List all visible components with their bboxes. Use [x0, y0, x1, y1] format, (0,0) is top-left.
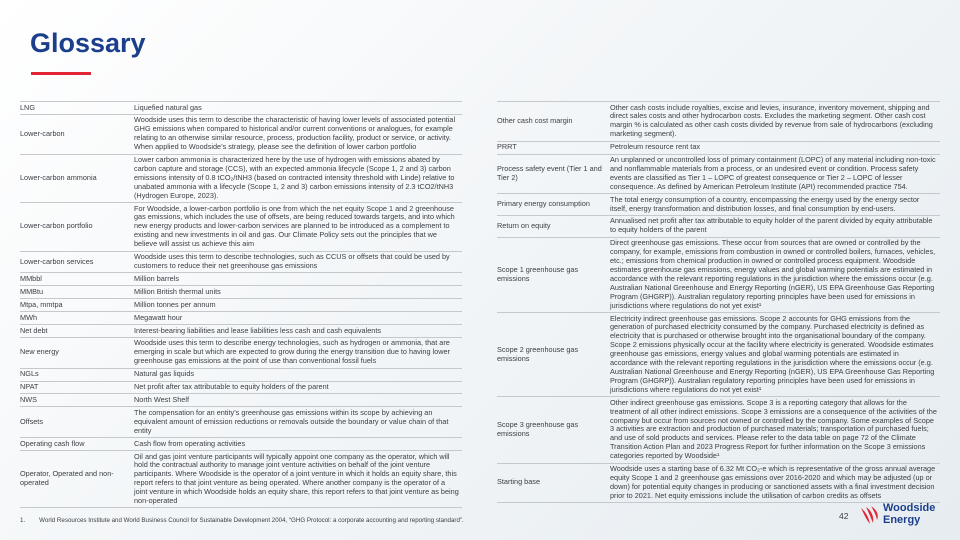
- glossary-row-npat: [20, 381, 462, 394]
- glossary-row-prrt: [497, 141, 940, 154]
- glossary-definition: Other indirect greenhouse gas emissions. Scope 3 is a reporting category that allows for the treatment of all other indirect emissions. Scope 3 emissions are a consequence of the activities of the company but occur from sources not owned or controlled by the company. Some examples of Scope 3 activities are extraction and production of purchased materials; transportation of purchased fuels; and use of sold products and services. Please refer to the data table on page 72 of the Climate Transition Action Plan and 2023 Progress Report for further information on the Scope 3 emissions categories reported by Woodside¹: [610, 397, 940, 463]
- glossary-row-mmbbl: [20, 273, 462, 286]
- glossary-term: LNG: [20, 102, 134, 115]
- title-underline: [31, 72, 91, 75]
- glossary-definition: For Woodside, a lower-carbon portfolio is one from which the net equity Scope 1 and 2 greenhouse gas emissions, which includes the use of offsets, are being reduced towards targets, and into which new energy products and lower-carbon services are planned to be introduced as a complement to existing and new investments in oil and gas. Our Climate Policy sets out the principles that we believe will assist us achieve this aim: [134, 203, 462, 252]
- glossary-row-lng: [20, 102, 462, 115]
- glossary-term: Lower-carbon services: [20, 251, 134, 273]
- glossary-definition: Lower carbon ammonia is characterized here by the use of hydrogen with emissions abated by carbon capture and storage (CCS), with an expected ammonia lifecycle (Scope 1, 2 and 3) carbon emissions intensity of 0.8 tCO₂/tNH3 (based on contracted intensity threshold with Linde) relative to unabated ammonia with a lifecycle (Scope 1, 2 and 3) carbon emissions intensity of 2.3 tCO2/tNH3 (Hydrogen Europe, 2023).: [134, 154, 462, 203]
- logo-line-2: Energy: [883, 513, 921, 526]
- glossary-term: Scope 2 greenhouse gas emissions: [497, 313, 610, 397]
- footnote: [20, 517, 464, 524]
- glossary-row-operator: [20, 451, 462, 508]
- glossary-row-scope-2: [497, 313, 940, 397]
- glossary-row-return-on-equity: [497, 215, 940, 237]
- page-number: 42: [839, 511, 849, 521]
- glossary-definition: Million tonnes per annum: [134, 299, 462, 312]
- glossary-definition: Megawatt hour: [134, 312, 462, 325]
- glossary-row-lower-carbon-services: [20, 251, 462, 273]
- glossary-term: Return on equity: [497, 215, 610, 237]
- glossary-table-left: [20, 101, 462, 508]
- glossary-definition: North West Shelf: [134, 394, 462, 407]
- glossary-definition: Oil and gas joint venture participants will typically appoint one company as the operator, which will hold the contractual authority to manage joint venture activities on behalf of the joint venture participants. Where Woodside is the operator of a joint venture in which it holds an equity share, this report refers to that joint venture as being operated. Where another company is the operator of a joint venture in which Woodside holds an equity share, this report refers to that joint venture as being non-operated: [134, 451, 462, 508]
- woodside-logo: [860, 502, 950, 532]
- glossary-term: MMBtu: [20, 286, 134, 299]
- glossary-term: MWh: [20, 312, 134, 325]
- glossary-term: Operator, Operated and non-operated: [20, 451, 134, 508]
- glossary-definition: Petroleum resource rent tax: [610, 141, 940, 154]
- glossary-term: Lower-carbon: [20, 114, 134, 154]
- glossary-definition: Woodside uses this term to describe the characteristic of having lower levels of associated potential GHG emissions when compared to historical and/or current conventions or analogues, for example relating to an otherwise similar resource, process, production facility, product or service, or activity. When applied to Woodside’s strategy, please see the definition of lower carbon portfolio: [134, 114, 462, 154]
- glossary-definition: The compensation for an entity’s greenhouse gas emissions within its scope by achieving an equivalent amount of emission reductions or removals outside the boundary or value chain of that entity: [134, 407, 462, 438]
- glossary-term: NWS: [20, 394, 134, 407]
- glossary-definition: The total energy consumption of a country, encompassing the energy used by the energy sector itself, energy transformation and distribution losses, and final consumption by end-users.: [610, 194, 940, 216]
- glossary-row-other-cash-cost-margin: [497, 102, 940, 142]
- page-title: Glossary: [30, 28, 146, 58]
- glossary-row-mtpa: [20, 299, 462, 312]
- glossary-row-new-energy: [20, 337, 462, 368]
- glossary-row-net-debt: [20, 325, 462, 338]
- glossary-definition: Other cash costs include royalties, excise and levies, insurance, inventory movement, shipping and direct sales costs and other hydrocarbon costs. Excludes the marketing segment. Other cash cost margin % is calculated as other cash costs divided by revenue from sale of hydrocarbons (excluding marketing segment).: [610, 102, 940, 142]
- glossary-row-scope-1: [497, 237, 940, 312]
- glossary-definition: Cash flow from operating activities: [134, 438, 462, 451]
- glossary-term: Mtpa, mmtpa: [20, 299, 134, 312]
- glossary-term: Other cash cost margin: [497, 102, 610, 142]
- glossary-row-scope-3: [497, 397, 940, 463]
- glossary-definition: Woodside uses this term to describe energy technologies, such as hydrogen or ammonia, that are emerging in scale but which are expected to grow during the energy transition due to having lower greenhouse gas emissions at the point of use than conventional fossil fuels: [134, 337, 462, 368]
- glossary-row-lower-carbon: [20, 114, 462, 154]
- glossary-term: New energy: [20, 337, 134, 368]
- glossary-term: PRRT: [497, 141, 610, 154]
- logo-line-1: Woodside: [883, 502, 936, 514]
- glossary-term: Lower-carbon ammonia: [20, 154, 134, 203]
- glossary-definition: Million barrels: [134, 273, 462, 286]
- glossary-row-primary-energy-consumption: [497, 194, 940, 216]
- glossary-row-offsets: [20, 407, 462, 438]
- glossary-row-starting-base: [497, 463, 940, 503]
- glossary-term: NGLs: [20, 368, 134, 381]
- glossary-table-right: [497, 101, 940, 503]
- glossary-row-lower-carbon-ammonia: [20, 154, 462, 203]
- glossary-definition: Annualised net profit after tax attributable to equity holder of the parent divided by equity attributable to equity holders of the parent: [610, 215, 940, 237]
- woodside-logo-wordmark: [883, 503, 935, 526]
- glossary-definition: Woodside uses a starting base of 6.32 Mt CO₂-e which is representative of the gross annual average equity Scope 1 and 2 greenhouse gas emissions over 2016-2020 and which may be adjusted (up or down) for potential equity changes in producing or sanctioned assets with a final investment decision prior to 2021. Net equity emissions include the utilisation of carbon credits as offsets: [610, 463, 940, 503]
- glossary-row-process-safety-event: [497, 154, 940, 194]
- glossary-row-nws: [20, 394, 462, 407]
- glossary-term: Lower-carbon portfolio: [20, 203, 134, 252]
- glossary-definition: Direct greenhouse gas emissions. These occur from sources that are owned or controlled by the company, for example, emissions from combustion in owned or controlled boilers, furnaces, vehicles, etc.; emissions from chemical production in owned or controlled process equipment. Woodside estimates greenhouse gas emissions, energy values and global warming potentials are estimated in accordance with the relevant reporting regulations in the jurisdiction where the emissions occur (e.g. Australian National Greenhouse and Energy Reporting (nGER), US EPA Greenhouse Gas Reporting Program (GHGRP)). Australian regulatory reporting principles have been used for emissions in jurisdictions where regulations do not yet exist¹: [610, 237, 940, 312]
- woodside-logo-icon: [860, 505, 880, 525]
- footnote-text: World Resources Institute and World Business Council for Sustainable Development 2004, “GHG Protocol: a corporate accounting and reporting standard”.: [39, 517, 464, 524]
- glossary-row-mmbtu: [20, 286, 462, 299]
- glossary-definition: Natural gas liquids: [134, 368, 462, 381]
- glossary-term: Offsets: [20, 407, 134, 438]
- glossary-definition: An unplanned or uncontrolled loss of primary containment (LOPC) of any material including non-toxic and nonflammable materials from a process, or an undesired event or condition. Process safety events are classified as Tier 1 – LOPC of greatest consequence or Tier 2 – LOPC of lesser consequence. As defined by American Petroleum Institute (API) recommended practice 754.: [610, 154, 940, 194]
- glossary-term: MMbbl: [20, 273, 134, 286]
- glossary-definition: Liquefied natural gas: [134, 102, 462, 115]
- glossary-term: Scope 1 greenhouse gas emissions: [497, 237, 610, 312]
- glossary-definition: Woodside uses this term to describe technologies, such as CCUS or offsets that could be used by customers to reduce their net greenhouse gas emissions: [134, 251, 462, 273]
- glossary-row-lower-carbon-portfolio: [20, 203, 462, 252]
- glossary-term: Primary energy consumption: [497, 194, 610, 216]
- glossary-definition: Million British thermal units: [134, 286, 462, 299]
- glossary-term: NPAT: [20, 381, 134, 394]
- glossary-term: Operating cash flow: [20, 438, 134, 451]
- glossary-term: Scope 3 greenhouse gas emissions: [497, 397, 610, 463]
- glossary-row-operating-cash-flow: [20, 438, 462, 451]
- footnote-number: 1.: [20, 517, 26, 524]
- glossary-definition: Net profit after tax attributable to equity holders of the parent: [134, 381, 462, 394]
- glossary-term: Net debt: [20, 325, 134, 338]
- glossary-definition: Electricity indirect greenhouse gas emissions. Scope 2 accounts for GHG emissions from the generation of purchased electricity consumed by the company. Purchased electricity is defined as electricity that is purchased or otherwise brought into the organisational boundary of the company. Scope 2 emissions physically occur at the facility where electricity is generated. Woodside estimates greenhouse gas emissions, energy values and global warming potentials are estimated in accordance with the relevant reporting regulations in the jurisdiction where the emissions occur (e.g. Australian National Greenhouse and Energy Reporting (nGER), US EPA Greenhouse Gas Reporting Program (GHGRP)). Australian regulatory reporting principles have been used for emissions in jurisdictions where regulations do not yet exist¹: [610, 313, 940, 397]
- glossary-row-ngls: [20, 368, 462, 381]
- glossary-definition: Interest-bearing liabilities and lease liabilities less cash and cash equivalents: [134, 325, 462, 338]
- glossary-term: Process safety event (Tier 1 and Tier 2): [497, 154, 610, 194]
- glossary-term: Starting base: [497, 463, 610, 503]
- glossary-row-mwh: [20, 312, 462, 325]
